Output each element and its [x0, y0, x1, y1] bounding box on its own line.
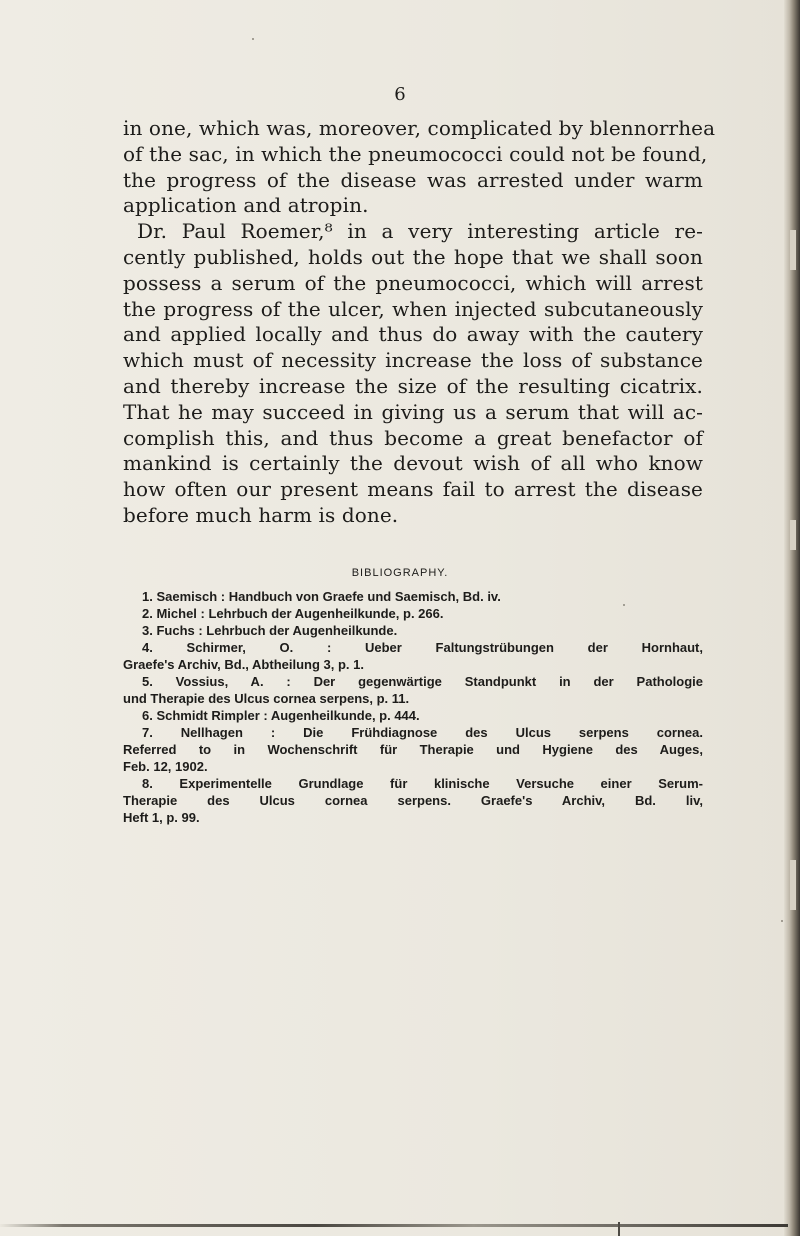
body-line: of the sac, in which the pneumococci could not be found, — [123, 141, 708, 166]
body-line: cently published, holds out the hope that we shall soon — [123, 244, 703, 269]
page-number: 6 — [394, 84, 406, 105]
body-line: the progress of the disease was arrested under warm — [123, 167, 703, 192]
page-edge-shadow — [784, 0, 800, 1236]
body-line: which must of necessity increase the loss of substance — [123, 348, 703, 373]
bibliography-entry: 3. Fuchs : Lehrbuch der Augenheilkunde. — [142, 623, 398, 638]
body-line: mankind is certainly the devout wish of all who know — [123, 451, 703, 476]
body-text — [123, 116, 716, 529]
bibliography-entry: 7. Nellhagen : Die Frühdiagnose des Ulcus serpens cornea. — [142, 725, 703, 740]
bibliography-entry: 6. Schmidt Rimpler : Augenheilkunde, p. 444. — [142, 708, 420, 723]
bibliography-entry: 1. Saemisch : Handbuch von Graefe und Saemisch, Bd. iv. — [142, 589, 501, 604]
body-line: That he may succeed in giving us a serum that will ac- — [123, 399, 703, 424]
body-line: complish this, and thus become a great benefactor of — [123, 425, 703, 450]
body-line: possess a serum of the pneumococci, which will arrest — [123, 270, 703, 295]
bibliography-entry-continuation: und Therapie des Ulcus cornea serpens, p. 11. — [123, 691, 410, 706]
body-line: and applied locally and thus do away with the cautery — [123, 322, 703, 347]
body-line: how often our present means fail to arrest the disease — [123, 477, 703, 502]
body-line: in one, which was, moreover, complicated by blennorrhea — [123, 116, 716, 140]
bibliography-entry-continuation: Heft 1, p. 99. — [123, 810, 200, 825]
bibliography-entry: 5. Vossius, A. : Der gegenwärtige Standpunkt in der Pathologie — [142, 674, 703, 689]
bottom-rule — [0, 1224, 788, 1227]
bibliography-entry-continuation: Therapie des Ulcus cornea serpens. Graefe's Archiv, Bd. liv, — [123, 793, 703, 808]
bibliography-entry: 4. Schirmer, O. : Ueber Faltungstrübungen der Hornhaut, — [142, 640, 703, 655]
bottom-tick — [618, 1222, 620, 1236]
body-line: before much harm is done. — [123, 502, 399, 527]
body-line: the progress of the ulcer, when injected subcutaneously — [123, 296, 703, 321]
body-line: application and atropin. — [123, 193, 369, 218]
print-speck — [623, 604, 625, 606]
body-line: Dr. Paul Roemer,⁸ in a very interesting article re- — [137, 219, 703, 244]
bibliography-entry-continuation: Feb. 12, 1902. — [123, 759, 208, 774]
bibliography-list — [123, 588, 703, 826]
print-speck — [252, 38, 254, 40]
body-line: and thereby increase the size of the resulting cicatrix. — [123, 373, 703, 398]
print-speck — [781, 920, 783, 922]
bibliography-entry-continuation: Graefe's Archiv, Bd., Abtheilung 3, p. 1. — [123, 657, 364, 672]
bibliography-entry-continuation: Referred to in Wochenschrift für Therapie und Hygiene des Auges, — [123, 742, 703, 757]
bibliography-heading: BIBLIOGRAPHY. — [351, 567, 449, 579]
bibliography-entry: 8. Experimentelle Grundlage für klinische Versuche einer Serum- — [142, 776, 703, 791]
bibliography-entry: 2. Michel : Lehrbuch der Augenheilkunde, p. 266. — [142, 606, 444, 621]
